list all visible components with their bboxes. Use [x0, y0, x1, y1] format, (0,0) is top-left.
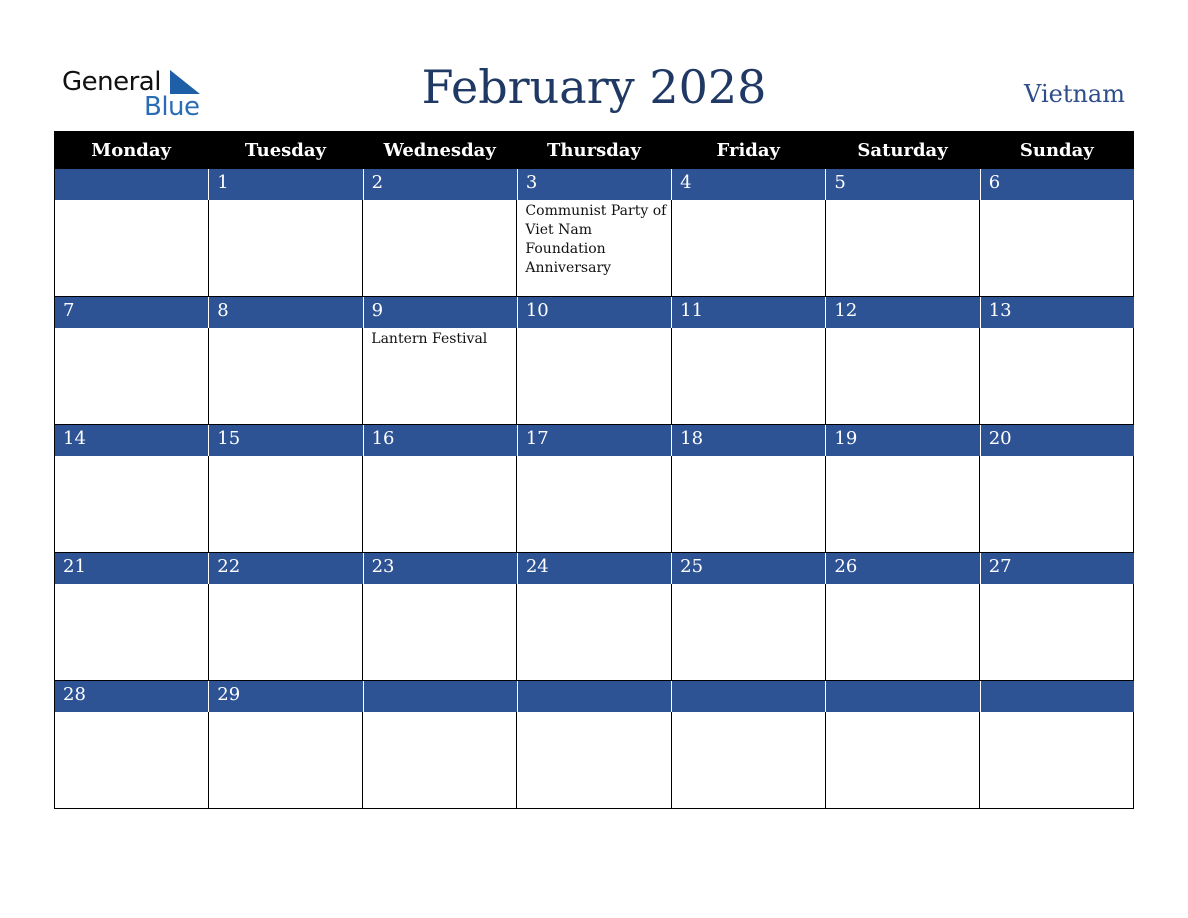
weekday-monday: Monday	[91, 140, 171, 161]
day-body-row	[55, 200, 1134, 297]
brand-general-text: General	[62, 67, 161, 97]
calendar-country: Vietnam	[1024, 80, 1125, 108]
weekday-tuesday: Tuesday	[244, 140, 326, 161]
day-cell	[55, 584, 209, 681]
day-number: 4	[672, 169, 826, 200]
day-number-bar	[55, 681, 1134, 712]
day-cell	[980, 328, 1134, 425]
day-body-row	[55, 584, 1134, 681]
day-cell	[826, 328, 980, 425]
day-number-bar	[55, 425, 1134, 456]
day-cell	[209, 712, 363, 809]
day-number	[826, 681, 980, 712]
day-cell	[980, 200, 1134, 297]
day-number: 5	[826, 169, 980, 200]
weekday-sunday: Sunday	[1019, 140, 1094, 161]
day-number-bar	[55, 553, 1134, 584]
day-cell	[55, 328, 209, 425]
day-cell	[363, 584, 517, 681]
day-cell	[980, 712, 1134, 809]
day-cell	[672, 712, 826, 809]
day-number	[364, 681, 518, 712]
day-number: 15	[209, 425, 363, 456]
day-cell	[826, 456, 980, 553]
day-cell	[209, 584, 363, 681]
week-row	[54, 425, 1134, 553]
weekday-header-row	[54, 131, 1134, 169]
week-row	[54, 169, 1134, 297]
day-cell	[517, 456, 671, 553]
calendar-grid	[54, 131, 1134, 809]
weekday-saturday: Saturday	[857, 140, 948, 161]
day-number: 19	[826, 425, 980, 456]
day-cell	[363, 328, 517, 425]
day-number: 17	[518, 425, 672, 456]
calendar-title: February 2028	[421, 60, 767, 114]
day-cell	[209, 328, 363, 425]
day-number: 7	[55, 297, 209, 328]
day-number: 24	[518, 553, 672, 584]
weekday-wednesday: Wednesday	[383, 140, 496, 161]
day-cell	[363, 456, 517, 553]
day-number: 28	[55, 681, 209, 712]
day-number: 29	[209, 681, 363, 712]
day-number: 10	[518, 297, 672, 328]
day-cell	[980, 584, 1134, 681]
week-row	[54, 297, 1134, 425]
day-cell	[826, 200, 980, 297]
day-number: 6	[988, 172, 1001, 193]
day-cell	[517, 712, 671, 809]
day-number: 11	[672, 297, 826, 328]
day-cell	[363, 712, 517, 809]
day-cell	[55, 200, 209, 297]
week-row	[54, 681, 1134, 809]
day-number: 16	[364, 425, 518, 456]
holiday-event: Communist Party of Viet Nam Foundation Anniversary	[525, 203, 667, 276]
day-number: 12	[826, 297, 980, 328]
day-number: 25	[672, 553, 826, 584]
day-number: 20	[988, 428, 1012, 449]
brand-blue-text: Blue	[144, 92, 200, 122]
day-number: 21	[55, 553, 209, 584]
day-cell	[672, 456, 826, 553]
day-number-bar	[55, 297, 1134, 328]
day-cell	[826, 712, 980, 809]
weeks-container	[54, 169, 1134, 809]
day-cell	[517, 200, 671, 297]
day-number	[981, 681, 1134, 712]
day-number: 14	[55, 425, 209, 456]
day-number	[55, 169, 209, 200]
weekday-thursday: Thursday	[547, 140, 641, 161]
day-number: 3	[518, 169, 672, 200]
day-cell	[55, 456, 209, 553]
day-number: 22	[209, 553, 363, 584]
day-number: 13	[988, 300, 1012, 321]
day-cell	[363, 200, 517, 297]
day-cell	[55, 712, 209, 809]
day-body-row	[55, 712, 1134, 809]
day-body-row	[55, 328, 1134, 425]
day-number: 1	[209, 169, 363, 200]
day-number	[672, 681, 826, 712]
day-cell	[517, 584, 671, 681]
day-number: 26	[826, 553, 980, 584]
day-number-bar	[55, 169, 1134, 200]
day-number: 8	[209, 297, 363, 328]
day-number: 2	[364, 169, 518, 200]
day-number: 18	[672, 425, 826, 456]
day-cell	[209, 456, 363, 553]
weekday-friday: Friday	[716, 140, 781, 161]
day-cell	[826, 584, 980, 681]
day-cell	[672, 584, 826, 681]
day-number: 23	[364, 553, 518, 584]
day-cell	[517, 328, 671, 425]
day-number	[518, 681, 672, 712]
day-number: 27	[988, 556, 1012, 577]
day-cell	[672, 328, 826, 425]
day-cell	[672, 200, 826, 297]
day-body-row	[55, 456, 1134, 553]
day-number: 9	[364, 297, 518, 328]
holiday-event: Lantern Festival	[371, 331, 488, 347]
day-cell	[209, 200, 363, 297]
week-row	[54, 553, 1134, 681]
day-cell	[980, 456, 1134, 553]
